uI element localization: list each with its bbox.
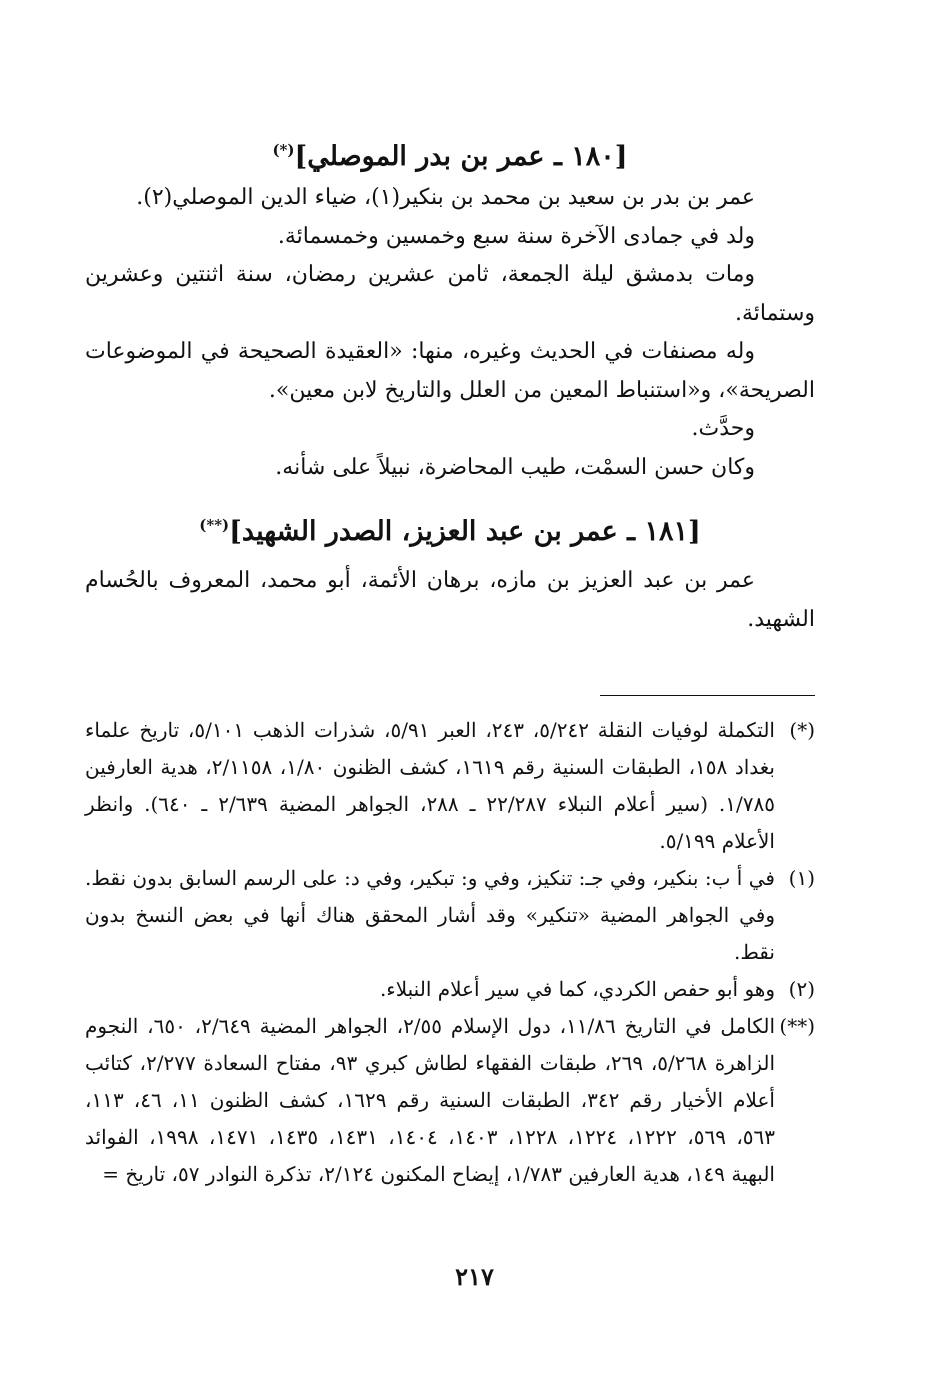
footnote-star: (*) التكملة لوفيات النقلة ٥/٢٤٢، ٢٤٣، العبر ٥/٩١، شذرات الذهب ٥/١٠١، تاريخ علماء بغداد ١٥٨، الطبقات السنية رقم ١٦١٩، كشف الظنون ١/٨٠، ٢/١١٥٨، هدية العارفين ١/٧٨٥. (سير أعلام النبلاء ٢٢/٢٨٧ ـ ٢٨٨، الجواهر المضية ٢/٦٣٩ ـ ٦٤٠). وانظر الأعلام ٥/١٩٩. (85, 712, 815, 860)
entry-180-title: [١٨٠ ـ عمر بن بدر الموصلي](*) (272, 141, 628, 172)
footnote-mark: (٢) (788, 977, 815, 1001)
entry-180-paragraph-2: ولد في جمادى الآخرة سنة سبع وخمسين وخمسمائة. (277, 223, 755, 249)
footnote-mark: (**) (779, 1014, 815, 1038)
page-number: ٢١٧ (455, 1262, 494, 1291)
entry-180-title-mark: (*) (272, 141, 295, 159)
entry-181-title: [١٨١ ـ عمر بن عبد العزيز، الصدر الشهيد](**) (199, 516, 701, 547)
entry-181-paragraph-1: عمر بن عبد العزيز بن مازه، برهان الأئمة، أبو محمد، المعروف بالحُسام الشهيد. (85, 568, 815, 632)
entry-180-paragraph-4: وله مصنفات في الحديث وغيره، منها: «العقيدة الصحيحة في الموضوعات الصريحة»، و«استنباط المعين من العلل والتاريخ لابن معين». (85, 339, 815, 403)
footnote-mark: (*) (789, 718, 815, 742)
footnote-2: (٢) وهو أبو حفص الكردي، كما في سير أعلام النبلاء. (85, 971, 815, 1008)
footnote-1: (١) في أ ب: بنكير، وفي جـ: تنكيز، وفي و: تبكير، وفي د: على الرسم السابق بدون نقط. وفي الجواهر المضية «تنكير» وقد أشار المحقق هناك أنها في بعض النسخ بدون نقط. (85, 860, 815, 971)
footnote-divider (600, 695, 815, 696)
footnote-mark: (١) (788, 866, 815, 890)
entry-180-paragraph-3: ومات بدمشق ليلة الجمعة، ثامن عشرين رمضان، سنة اثنتين وعشرين وستمائة. (85, 262, 815, 326)
main-text (85, 130, 815, 639)
entry-180-paragraph-5: وحدَّث. (691, 416, 755, 441)
entry-181-title-mark: (**) (199, 516, 230, 534)
footnotes (85, 712, 815, 1193)
entry-180-paragraph-1: عمر بن بدر بن سعيد بن محمد بن بنكير(١)، ضياء الدين الموصلي(٢). (136, 185, 755, 210)
footnote-double-star: (**) الكامل في التاريخ ١١/٨٦، دول الإسلام ٢/٥٥، الجواهر المضية ٢/٦٤٩، ٦٥٠، النجوم الزاهرة ٥/٢٦٨، ٢٦٩، طبقات الفقهاء لطاش كبري ٩٣، مفتاح السعادة ٢/٢٧٧، كتائب أعلام الأخيار رقم ٣٤٢، الطبقات السنية رقم ١٦٢٩، كشف الظنون ١١، ٤٦، ١١٣، ٥٦٣، ٥٦٩، ١٢٢٢، ١٢٢٤، ١٢٢٨، ١٤٠٣، ١٤٠٤، ١٤٣١، ١٤٣٥، ١٤٧١، ١٩٩٨، الفوائد البهية ١٤٩، هدية العارفين ١/٧٨٣، إيضاح المكنون ٢/١٢٤، تذكرة النوادر ٥٧، تاريخ = (85, 1008, 815, 1193)
entry-180-paragraph-6: وكان حسن السمْت، طيب المحاضرة، نبيلاً على شأنه. (275, 454, 755, 480)
